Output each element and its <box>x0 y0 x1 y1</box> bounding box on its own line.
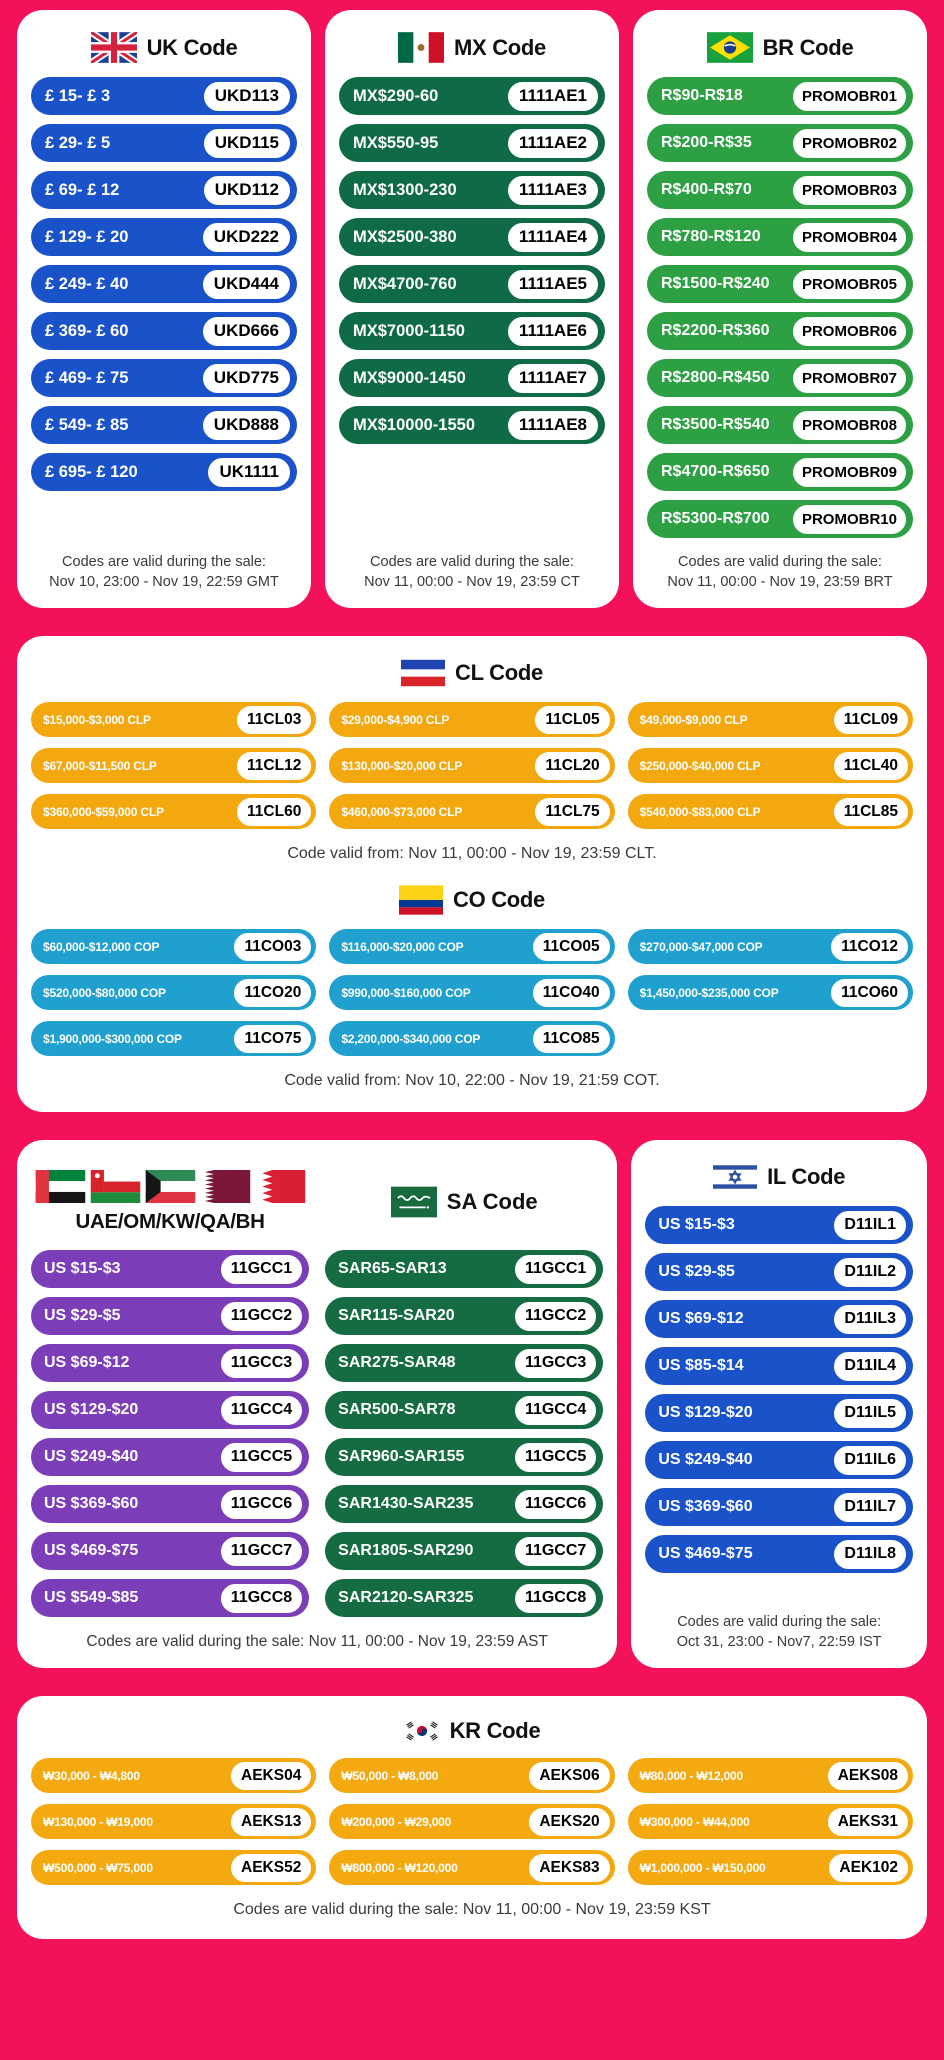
kr-card-header <box>31 1718 913 1744</box>
coupon-pill[interactable] <box>31 171 297 209</box>
coupon-pill[interactable] <box>329 1021 614 1056</box>
coupon-pill[interactable] <box>329 794 614 829</box>
coupon-pill[interactable] <box>645 1253 913 1291</box>
coupon-pill[interactable] <box>628 794 913 829</box>
coupon-code[interactable]: 11GCC6 <box>218 1487 305 1522</box>
coupon-amount: US $129-$20 <box>44 1401 139 1418</box>
coupon-code[interactable]: 11CO03 <box>232 931 313 963</box>
coupon-pill[interactable] <box>31 77 297 115</box>
il-validity: Codes are valid during the sale: Oct 31, 23:00 - Nov7, 22:59 IST <box>676 1614 882 1651</box>
coupon-amount: US $369-$60 <box>44 1495 139 1512</box>
coupon-amount: $116,000-$20,000 COP <box>341 939 464 954</box>
mx-card <box>325 10 619 608</box>
coupon-amount: £ 129- £ 20 <box>45 227 129 246</box>
coupon-amount: MX$7000-1150 <box>353 321 465 340</box>
coupon-code[interactable]: 11CL12 <box>235 750 313 782</box>
coupon-pill[interactable] <box>339 171 605 209</box>
sa-card-title: SA Code <box>446 1189 538 1214</box>
coupon-pill[interactable] <box>31 453 297 491</box>
coupon-pill[interactable] <box>329 1758 614 1793</box>
coupon-pill[interactable] <box>31 1297 309 1335</box>
coupon-pill[interactable] <box>31 1850 316 1885</box>
kr-flag-icon <box>404 1718 440 1744</box>
coupon-amount: ₩1,000,000 - ₩150,000 <box>639 1860 766 1875</box>
gcc-column-title: UAE/OM/KW/QA/BH <box>75 1210 265 1233</box>
coupon-amount: ₩500,000 - ₩75,000 <box>43 1860 153 1875</box>
coupon-code[interactable]: D11IL5 <box>831 1396 909 1431</box>
cl-card-title: CL Code <box>455 660 543 685</box>
coupon-code[interactable]: AEK102 <box>827 1852 910 1884</box>
coupon-pill[interactable] <box>31 1804 316 1839</box>
coupon-pill[interactable] <box>31 1485 309 1523</box>
coupon-code[interactable]: D11IL8 <box>831 1537 909 1572</box>
coupon-amount: $1,450,000-$235,000 COP <box>639 985 779 1000</box>
uk-card <box>17 10 311 608</box>
coupon-amount: $130,000-$20,000 CLP <box>341 758 463 773</box>
coupon-code[interactable]: D11IL2 <box>831 1255 909 1290</box>
coupon-code[interactable]: D11IL7 <box>831 1490 909 1525</box>
coupon-amount: SAR960-SAR155 <box>338 1448 465 1465</box>
coupon-pill[interactable] <box>325 1485 603 1523</box>
coupon-code[interactable]: 11CL03 <box>235 704 313 736</box>
coupon-amount: SAR65-SAR13 <box>338 1260 447 1277</box>
coupon-code[interactable]: 11GCC8 <box>218 1581 305 1616</box>
coupon-code[interactable]: 11GCC1 <box>512 1252 599 1287</box>
coupon-pill[interactable] <box>325 1391 603 1429</box>
coupon-pill[interactable] <box>339 359 605 397</box>
coupon-code[interactable]: AEKS06 <box>527 1760 611 1792</box>
kr-coupon-grid <box>31 1758 913 1885</box>
coupon-pill[interactable] <box>628 702 913 737</box>
coupon-amount: R$4700-R$650 <box>661 463 770 480</box>
uae-flag-icon <box>35 1170 86 1203</box>
coupon-pill[interactable] <box>645 1347 913 1385</box>
coupon-pill[interactable] <box>325 1250 603 1288</box>
coupon-code[interactable]: PROMOBR07 <box>790 361 909 396</box>
coupon-amount: $1,900,000-$300,000 COP <box>43 1031 182 1046</box>
coupon-pill[interactable] <box>325 1297 603 1335</box>
coupon-code[interactable]: PROMOBR05 <box>790 267 909 302</box>
coupon-code[interactable]: UK1111 <box>205 455 293 490</box>
top-card-row <box>17 10 927 608</box>
coupon-amount: ₩80,000 - ₩12,000 <box>639 1768 743 1783</box>
coupon-amount: $540,000-$83,000 CLP <box>639 804 761 819</box>
coupon-pill[interactable] <box>325 1579 603 1617</box>
coupon-code[interactable]: AEKS08 <box>826 1760 910 1792</box>
gcc-column <box>31 1154 309 1617</box>
coupon-amount: $360,000-$59,000 CLP <box>43 804 164 819</box>
mx-coupon-list <box>339 77 605 444</box>
coupon-amount: $15,000-$3,000 CLP <box>43 712 151 727</box>
mx-validity: Codes are valid during the sale: Nov 11, 00:00 - Nov 19, 23:59 CT <box>364 554 580 590</box>
coupon-pill[interactable] <box>647 406 913 444</box>
br-coupon-list <box>647 77 913 538</box>
coupon-code[interactable]: 11CL20 <box>533 750 611 782</box>
cl-flag-icon <box>401 658 445 688</box>
coupon-code[interactable]: 11GCC7 <box>512 1534 599 1569</box>
coupon-code[interactable]: 11CO85 <box>531 1023 612 1055</box>
coupon-pill[interactable] <box>31 1532 309 1570</box>
coupon-code[interactable]: 11GCC5 <box>512 1440 599 1475</box>
coupon-code[interactable]: 1111AE8 <box>505 408 601 443</box>
coupon-amount: $460,000-$73,000 CLP <box>341 804 463 819</box>
sa-flag-icon <box>391 1186 437 1218</box>
coupon-pill[interactable] <box>645 1488 913 1526</box>
coupon-amount: MX$550-95 <box>353 133 439 152</box>
coupon-pill[interactable] <box>645 1535 913 1573</box>
coupon-pill[interactable] <box>339 124 605 162</box>
coupon-pill[interactable] <box>628 748 913 783</box>
coupon-code[interactable]: 11GCC2 <box>218 1299 305 1334</box>
kuwait-flag-icon <box>145 1170 196 1203</box>
uk-validity: Codes are valid during the sale: Nov 10, 23:00 - Nov 19, 22:59 GMT <box>49 554 279 590</box>
coupon-pill[interactable] <box>329 929 614 964</box>
coupon-amount: SAR2120-SAR325 <box>338 1589 474 1606</box>
coupon-pill[interactable] <box>339 312 605 350</box>
il-coupon-list <box>645 1206 913 1573</box>
coupon-pill[interactable] <box>339 406 605 444</box>
coupon-amount: $990,000-$160,000 COP <box>341 985 471 1000</box>
cl-co-card <box>17 636 927 1112</box>
coupon-code[interactable]: 11GCC3 <box>218 1346 305 1381</box>
coupon-amount: US $249-$40 <box>44 1448 139 1465</box>
coupon-amount: £ 469- £ 75 <box>45 368 129 387</box>
coupon-amount: £ 249- £ 40 <box>45 274 129 293</box>
coupon-code[interactable]: PROMOBR01 <box>790 79 909 114</box>
coupon-amount: US $69-$12 <box>658 1310 744 1327</box>
coupon-pill[interactable] <box>31 702 316 737</box>
coupon-code[interactable]: AEKS31 <box>826 1806 910 1838</box>
mx-card-title: MX Code <box>453 34 546 60</box>
coupon-amount: ₩300,000 - ₩44,000 <box>639 1814 750 1829</box>
br-flag-icon <box>707 32 753 63</box>
coupon-pill[interactable] <box>647 77 913 115</box>
coupon-pill[interactable] <box>645 1441 913 1479</box>
coupon-pill[interactable] <box>325 1344 603 1382</box>
gcc-flags-row <box>31 1170 309 1203</box>
coupon-amount: R$2800-R$450 <box>661 369 770 386</box>
coupon-pill[interactable] <box>31 929 316 964</box>
coupon-code[interactable]: 11GCC4 <box>218 1393 305 1428</box>
coupon-code[interactable]: 11CL05 <box>533 704 611 736</box>
coupon-amount: MX$4700-760 <box>353 274 457 293</box>
coupon-code[interactable]: AEKS20 <box>527 1806 611 1838</box>
coupon-code[interactable]: PROMOBR09 <box>790 455 909 490</box>
coupon-amount: US $29-$5 <box>44 1307 121 1324</box>
il-card-title: IL Code <box>767 1164 846 1189</box>
coupon-amount: US $549-$85 <box>44 1589 139 1606</box>
coupon-pill[interactable] <box>339 218 605 256</box>
il-flag-icon <box>713 1162 757 1192</box>
coupon-code[interactable]: UKD666 <box>200 314 293 349</box>
coupon-amount: SAR500-SAR78 <box>338 1401 456 1418</box>
mx-card-header <box>339 32 605 63</box>
uk-coupon-list <box>31 77 297 491</box>
coupon-code[interactable]: UKD222 <box>200 220 293 255</box>
coupon-code[interactable]: 11CL09 <box>832 704 910 736</box>
co-coupon-grid <box>31 929 913 1056</box>
coupon-code[interactable]: UKD115 <box>201 126 293 161</box>
coupon-pill[interactable] <box>31 265 297 303</box>
coupon-pill[interactable] <box>645 1300 913 1338</box>
coupon-amount: £ 695- £ 120 <box>45 462 138 481</box>
coupon-code[interactable]: 11GCC5 <box>218 1440 305 1475</box>
coupon-amount: £ 15- £ 3 <box>45 86 111 105</box>
coupon-pill[interactable] <box>647 359 913 397</box>
coupon-pill[interactable] <box>647 500 913 538</box>
coupon-pill[interactable] <box>329 1804 614 1839</box>
br-card-header <box>647 32 913 63</box>
coupon-pill[interactable] <box>647 453 913 491</box>
coupon-pill[interactable] <box>325 1532 603 1570</box>
coupon-amount: US $15-$3 <box>658 1216 735 1233</box>
coupon-code[interactable]: PROMOBR06 <box>790 314 909 349</box>
coupon-amount: SAR275-SAR48 <box>338 1354 456 1371</box>
gcc-sa-validity: Codes are valid during the sale: Nov 11, 00:00 - Nov 19, 23:59 AST <box>86 1633 548 1650</box>
coupon-code[interactable]: 11GCC1 <box>218 1252 305 1287</box>
coupon-code[interactable]: 11GCC4 <box>512 1393 599 1428</box>
coupon-pill[interactable] <box>628 1758 913 1793</box>
coupon-amount: US $15-$3 <box>44 1260 121 1277</box>
coupon-code[interactable]: PROMOBR08 <box>790 408 909 443</box>
sa-column-header <box>325 1154 603 1250</box>
coupon-amount: ₩50,000 - ₩8,000 <box>341 1768 439 1783</box>
coupon-amount: US $369-$60 <box>658 1498 753 1515</box>
cl-validity: Code valid from: Nov 11, 00:00 - Nov 19, 23:59 CLT. <box>287 845 657 862</box>
coupon-code[interactable]: 1111AE1 <box>505 79 601 114</box>
coupon-code[interactable]: 11CL60 <box>235 796 313 828</box>
coupon-code[interactable]: 11CO12 <box>829 931 910 963</box>
coupon-amount: £ 69- £ 12 <box>45 180 120 199</box>
coupon-amount: MX$290-60 <box>353 86 439 105</box>
gcc-sa-il-row <box>17 1140 927 1668</box>
coupon-pill[interactable] <box>628 929 913 964</box>
br-validity: Codes are valid during the sale: Nov 11, 00:00 - Nov 19, 23:59 BRT <box>667 554 893 590</box>
coupon-amount: £ 29- £ 5 <box>45 133 111 152</box>
coupon-amount: MX$10000-1550 <box>353 415 476 434</box>
coupon-amount: $2,200,000-$340,000 COP <box>341 1031 481 1046</box>
coupon-pill[interactable] <box>31 748 316 783</box>
il-card <box>631 1140 927 1668</box>
coupon-code[interactable]: 1111AE7 <box>505 361 601 396</box>
coupon-code[interactable]: 11CO20 <box>232 977 313 1009</box>
coupon-pill[interactable] <box>31 1438 309 1476</box>
coupon-amount: $29,000-$4,900 CLP <box>341 712 450 727</box>
coupon-code[interactable]: UKD775 <box>200 361 293 396</box>
coupon-code[interactable]: D11IL3 <box>831 1302 909 1337</box>
coupon-pill[interactable] <box>31 1344 309 1382</box>
coupon-code[interactable]: 11CL75 <box>533 796 611 828</box>
coupon-pill[interactable] <box>31 975 316 1010</box>
coupon-pill[interactable] <box>645 1206 913 1244</box>
gcc-column-header <box>31 1154 309 1250</box>
coupon-amount: SAR1805-SAR290 <box>338 1542 474 1559</box>
coupon-code[interactable]: UKD444 <box>200 267 293 302</box>
coupon-pill[interactable] <box>329 975 614 1010</box>
coupon-amount: US $85-$14 <box>658 1357 744 1374</box>
coupon-pill[interactable] <box>31 218 297 256</box>
coupon-amount: US $249-$40 <box>658 1451 753 1468</box>
kr-card-title: KR Code <box>449 1718 541 1744</box>
coupon-pill[interactable] <box>628 975 913 1010</box>
coupon-code[interactable]: AEKS52 <box>229 1852 313 1884</box>
br-card <box>633 10 927 608</box>
coupon-amount: $250,000-$40,000 CLP <box>639 758 761 773</box>
coupon-code[interactable]: 1111AE2 <box>505 126 601 161</box>
coupon-pill[interactable] <box>339 77 605 115</box>
sa-column <box>325 1154 603 1617</box>
coupon-code[interactable]: UKD888 <box>200 408 293 443</box>
coupon-amount: R$1500-R$240 <box>661 275 770 292</box>
coupon-amount: MX$1300-230 <box>353 180 457 199</box>
coupon-amount: £ 369- £ 60 <box>45 321 129 340</box>
co-card-title: CO Code <box>452 887 545 912</box>
coupon-pill[interactable] <box>31 1758 316 1793</box>
coupon-pill[interactable] <box>329 748 614 783</box>
coupon-code[interactable]: PROMOBR03 <box>790 173 909 208</box>
coupon-pill[interactable] <box>31 1391 309 1429</box>
coupon-amount: R$3500-R$540 <box>661 416 770 433</box>
coupon-amount: ₩800,000 - ₩120,000 <box>341 1860 458 1875</box>
cl-card-header <box>31 658 913 688</box>
gcc-sa-columns <box>31 1154 603 1617</box>
coupon-pill[interactable] <box>31 359 297 397</box>
gcc-sa-card <box>17 1140 617 1668</box>
coupon-code[interactable]: 1111AE3 <box>505 173 601 208</box>
coupon-amount: US $129-$20 <box>658 1404 753 1421</box>
coupon-amount: R$200-R$35 <box>661 134 752 151</box>
coupon-code[interactable]: 11CL85 <box>832 796 910 828</box>
coupon-amount: $67,000-$11,500 CLP <box>43 758 157 773</box>
coupon-pill[interactable] <box>329 1850 614 1885</box>
qatar-flag-icon <box>200 1170 251 1203</box>
coupon-amount: US $69-$12 <box>44 1354 130 1371</box>
coupon-code[interactable]: 11GCC2 <box>512 1299 599 1334</box>
coupon-code[interactable]: 1111AE6 <box>505 314 601 349</box>
gcc-coupon-list <box>31 1250 309 1617</box>
coupon-amount: MX$9000-1450 <box>353 368 466 387</box>
mx-flag-icon <box>398 32 444 63</box>
uk-card-title: UK Code <box>146 34 238 60</box>
coupon-code[interactable]: AEKS83 <box>527 1852 611 1884</box>
coupon-amount: $520,000-$80,000 COP <box>43 985 166 1000</box>
bahrain-flag-icon <box>255 1170 306 1203</box>
coupon-pill[interactable] <box>647 218 913 256</box>
coupon-code[interactable]: 11CO40 <box>531 977 612 1009</box>
coupon-code[interactable]: PROMOBR04 <box>790 220 909 255</box>
coupon-amount: US $469-$75 <box>658 1545 753 1562</box>
coupon-pill[interactable] <box>647 265 913 303</box>
coupon-code[interactable]: 11CO60 <box>829 977 910 1009</box>
coupon-pill[interactable] <box>329 702 614 737</box>
coupon-pill[interactable] <box>31 312 297 350</box>
coupon-code[interactable]: 1111AE4 <box>505 220 601 255</box>
coupon-pill[interactable] <box>645 1394 913 1432</box>
coupon-amount: ₩130,000 - ₩19,000 <box>43 1814 153 1829</box>
coupon-pill[interactable] <box>31 124 297 162</box>
uk-flag-icon <box>91 32 137 63</box>
coupon-amount: R$400-R$70 <box>661 181 752 198</box>
coupon-code[interactable]: PROMOBR02 <box>790 126 909 161</box>
coupon-code[interactable]: 11GCC6 <box>512 1487 599 1522</box>
co-flag-icon <box>399 885 443 915</box>
coupon-amount: R$90-R$18 <box>661 87 743 104</box>
coupon-amount: $49,000-$9,000 CLP <box>639 712 748 727</box>
co-card-header <box>31 885 913 915</box>
coupon-pill[interactable] <box>31 406 297 444</box>
coupon-pill[interactable] <box>31 1250 309 1288</box>
coupon-amount: R$780-R$120 <box>661 228 761 245</box>
coupon-code[interactable]: UKD113 <box>201 79 293 114</box>
coupon-amount: MX$2500-380 <box>353 227 457 246</box>
coupon-pill[interactable] <box>628 1850 913 1885</box>
coupon-amount: ₩200,000 - ₩29,000 <box>341 1814 452 1829</box>
coupon-amount: £ 549- £ 85 <box>45 415 129 434</box>
sa-coupon-list <box>325 1250 603 1617</box>
uk-card-header <box>31 32 297 63</box>
coupon-code[interactable]: D11IL4 <box>831 1349 909 1384</box>
coupon-amount: $270,000-$47,000 COP <box>639 939 763 954</box>
br-card-title: BR Code <box>762 34 854 60</box>
kr-card <box>17 1696 927 1939</box>
coupon-code[interactable]: AEKS04 <box>229 1760 313 1792</box>
coupon-code[interactable]: UKD112 <box>201 173 293 208</box>
coupon-pill[interactable] <box>647 124 913 162</box>
coupon-code[interactable]: 11GCC7 <box>218 1534 305 1569</box>
coupon-pill[interactable] <box>31 1021 316 1056</box>
coupon-amount: SAR115-SAR20 <box>338 1307 455 1324</box>
coupon-code[interactable]: 11CO75 <box>232 1023 313 1055</box>
coupon-code[interactable]: AEKS13 <box>229 1806 313 1838</box>
coupon-code[interactable]: 11GCC3 <box>512 1346 599 1381</box>
coupon-pill[interactable] <box>31 794 316 829</box>
coupon-pill[interactable] <box>325 1438 603 1476</box>
coupon-code[interactable]: D11IL1 <box>831 1208 909 1243</box>
co-validity: Code valid from: Nov 10, 22:00 - Nov 19, 21:59 COT. <box>284 1072 660 1089</box>
coupon-amount: ₩30,000 - ₩4,800 <box>43 1768 140 1783</box>
coupon-pill[interactable] <box>647 171 913 209</box>
il-card-header <box>645 1162 913 1192</box>
coupon-code[interactable]: 11CL40 <box>832 750 910 782</box>
coupon-pill[interactable] <box>31 1579 309 1617</box>
coupon-pill[interactable] <box>647 312 913 350</box>
coupon-amount: US $469-$75 <box>44 1542 139 1559</box>
coupon-code[interactable]: 11GCC8 <box>512 1581 599 1616</box>
coupon-amount: US $29-$5 <box>658 1263 735 1280</box>
coupon-pill[interactable] <box>339 265 605 303</box>
coupon-amount: SAR1430-SAR235 <box>338 1495 474 1512</box>
coupon-code[interactable]: PROMOBR10 <box>790 502 909 537</box>
coupon-code[interactable]: 1111AE5 <box>505 267 601 302</box>
coupon-code[interactable]: D11IL6 <box>831 1443 909 1478</box>
kr-validity: Codes are valid during the sale: Nov 11, 00:00 - Nov 19, 23:59 KST <box>233 1901 711 1919</box>
coupon-pill[interactable] <box>628 1804 913 1839</box>
cl-coupon-grid <box>31 702 913 829</box>
coupon-amount: R$2200-R$360 <box>661 322 770 339</box>
coupon-code[interactable]: 11CO05 <box>531 931 612 963</box>
oman-flag-icon <box>90 1170 141 1203</box>
coupon-amount: R$5300-R$700 <box>661 510 770 527</box>
coupon-amount: $60,000-$12,000 COP <box>43 939 160 954</box>
